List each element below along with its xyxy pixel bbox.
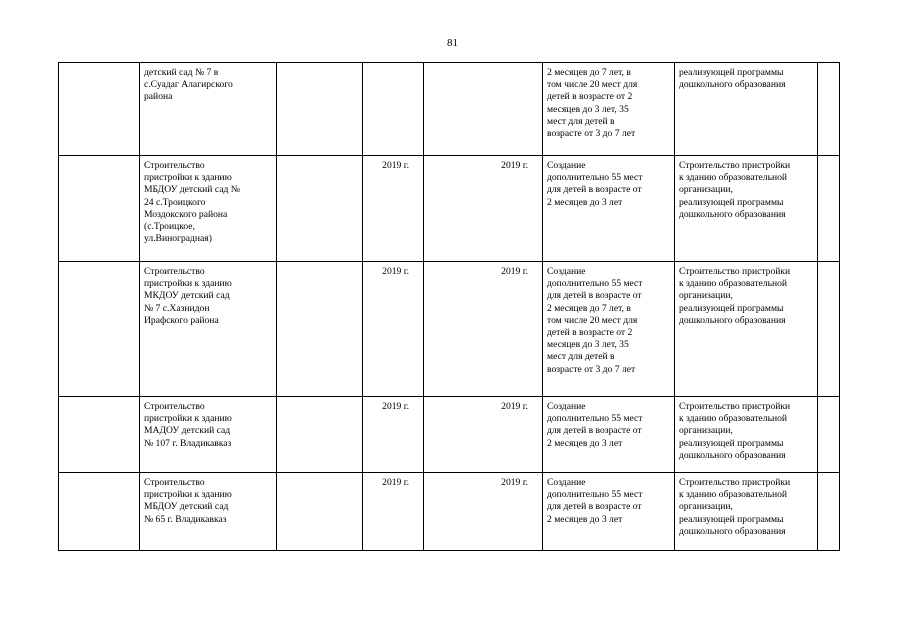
result-cell: Создание дополнительно 55 мест для детей в возрасте от 2 месяцев до 3 лет (543, 156, 675, 262)
empty-cell (277, 156, 363, 262)
table-row (59, 473, 840, 551)
start-year-cell: 2019 г. (363, 397, 424, 473)
table-row (59, 262, 840, 397)
row-number-cell (59, 262, 140, 397)
empty-cell (277, 397, 363, 473)
start-year-cell: 2019 г. (363, 473, 424, 551)
table-row (59, 397, 840, 473)
object-name-cell: Строительство пристройки к зданию МБДОУ детский сад № 65 г. Владикавказ (140, 473, 277, 551)
purpose-cell: Строительство пристройки к зданию образовательной организации, реализующей программы дошкольного образования (675, 397, 818, 473)
start-year-cell: 2019 г. (363, 156, 424, 262)
purpose-cell: реализующей программы дошкольного образования (675, 63, 818, 156)
start-year-cell (363, 63, 424, 156)
result-cell: Создание дополнительно 55 мест для детей в возрасте от 2 месяцев до 3 лет (543, 473, 675, 551)
page-number: 81 (447, 37, 458, 49)
end-year-cell: 2019 г. (424, 397, 543, 473)
end-year-cell: 2019 г. (424, 473, 543, 551)
empty-cell (277, 262, 363, 397)
last-cell (818, 262, 840, 397)
object-name-cell: Строительство пристройки к зданию МБДОУ детский сад № 24 с.Троицкого Моздокского района (с.Троицкое, ул.Виноградная) (140, 156, 277, 262)
start-year-cell: 2019 г. (363, 262, 424, 397)
purpose-cell: Строительство пристройки к зданию образовательной организации, реализующей программы дошкольного образования (675, 473, 818, 551)
end-year-cell: 2019 г. (424, 262, 543, 397)
end-year-cell (424, 63, 543, 156)
end-year-cell: 2019 г. (424, 156, 543, 262)
object-name-cell: Строительство пристройки к зданию МАДОУ детский сад № 107 г. Владикавказ (140, 397, 277, 473)
empty-cell (277, 473, 363, 551)
table-row (59, 156, 840, 262)
row-number-cell (59, 156, 140, 262)
object-name-cell: детский сад № 7 в с.Суадаг Алагирского района (140, 63, 277, 156)
last-cell (818, 156, 840, 262)
empty-cell (277, 63, 363, 156)
object-name-cell: Строительство пристройки к зданию МКДОУ детский сад № 7 с.Хазнидон Ирафского района (140, 262, 277, 397)
table-row (59, 63, 840, 156)
result-cell: 2 месяцев до 7 лет, в том числе 20 мест для детей в возрасте от 2 месяцев до 3 лет, 35 мест для детей в возрасте от 3 до 7 лет (543, 63, 675, 156)
last-cell (818, 397, 840, 473)
row-number-cell (59, 473, 140, 551)
document-table (58, 62, 840, 551)
row-number-cell (59, 397, 140, 473)
last-cell (818, 63, 840, 156)
purpose-cell: Строительство пристройки к зданию образовательной организации, реализующей программы дошкольного образования (675, 262, 818, 397)
result-cell: Создание дополнительно 55 мест для детей в возрасте от 2 месяцев до 3 лет (543, 397, 675, 473)
result-cell: Создание дополнительно 55 мест для детей в возрасте от 2 месяцев до 7 лет, в том числе 20 мест для детей в возрасте от 2 месяцев до 3 лет, 35 мест для детей в возрасте от 3 до 7 лет (543, 262, 675, 397)
last-cell (818, 473, 840, 551)
purpose-cell: Строительство пристройки к зданию образовательной организации, реализующей программы дошкольного образования (675, 156, 818, 262)
row-number-cell (59, 63, 140, 156)
